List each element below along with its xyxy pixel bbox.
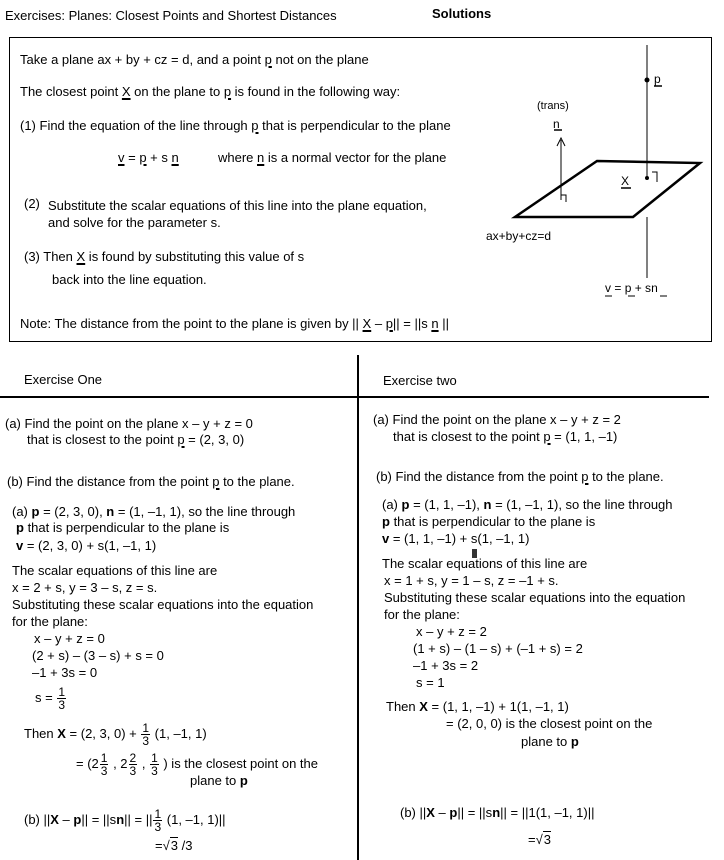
step-2-line-2: and solve for the parameter s. <box>48 215 221 230</box>
ex1-work-s-value: s = $\frac{1}{3}$ <box>35 685 66 712</box>
line-equation: v = p + s n <box>118 150 179 165</box>
ex2-solution-line-1: (a) p = (1, 1, –1), n = (1, –1, 1), so the line through <box>382 497 673 512</box>
ex1-substitute-line-1: Substituting these scalar equations into the equation <box>12 597 314 612</box>
exercise-one-heading: Exercise One <box>24 372 103 387</box>
ex1-result-line: = (2 $\frac{1}{3}$ , 2 $\frac{2}{3}$ , $\frac{1}{3}$ ) is the closest point on the <box>76 751 319 778</box>
step-2-line-1: Substitute the scalar equations of this line into the plane equation, <box>48 198 427 213</box>
ex1-scalar-equations: x = 2 + s, y = 3 – s, z = s. <box>12 580 158 595</box>
column-divider <box>357 355 359 860</box>
ex2-question-a-line-2: that is closest to the point p = (1, 1, –1) <box>393 429 618 444</box>
ex1-question-a-line-2: that is closest to the point p = (2, 3, 0) <box>27 432 245 447</box>
ex2-substitute-line-1: Substituting these scalar equations into the equation <box>384 590 686 605</box>
right-angle-mark-n <box>561 195 566 202</box>
ex1-question-b: (b) Find the distance from the point p to the plane. <box>7 474 295 489</box>
step-3-line-2: back into the line equation. <box>52 272 207 287</box>
p-label: p <box>654 72 661 86</box>
line-equation-label: v = p + sn <box>605 281 658 295</box>
normal-vector-note: where n is a normal vector for the plane <box>218 150 447 165</box>
ex2-result-line: = (2, 0, 0) is the closest point on the <box>446 716 653 731</box>
right-angle-mark-x <box>652 172 657 182</box>
worksheet-title: Exercises: Planes: Closest Points and Shortest Distances <box>5 8 337 23</box>
n-label: n <box>553 117 560 131</box>
ex2-result-line-2: plane to p <box>521 734 579 749</box>
ex2-scalar-intro: The scalar equations of this line are <box>382 556 588 571</box>
ex1-result-line-2: plane to p <box>190 773 248 788</box>
ex1-solution-line-3: v = (2, 3, 0) + s(1, –1, 1) <box>16 538 157 553</box>
ex2-work-3: –1 + 3s = 2 <box>413 658 479 673</box>
ex1-distance-result: =√3 /3 <box>155 838 193 853</box>
step-3: (3) Then X is found by substituting this value of s <box>24 249 305 264</box>
ex2-solution-line-2: p that is perpendicular to the plane is <box>382 514 596 529</box>
ex2-work-2: (1 + s) – (1 – s) + (–1 + s) = 2 <box>413 641 583 656</box>
ex1-distance-line: (b) ||X – p|| = ||sn|| = || $\frac{1}{3}$ (1, –1, 1)|| <box>24 807 226 834</box>
ex2-solution-line-3: v = (1, 1, –1) + s(1, –1, 1) <box>382 531 530 546</box>
point-p-dot <box>645 78 650 83</box>
ex2-work-s-value: s = 1 <box>416 675 445 690</box>
intro-line-1: Take a plane ax + by + cz = d, and a point p not on the plane <box>20 52 369 67</box>
point-x-dot <box>645 176 649 180</box>
distance-note: Note: The distance from the point to the plane is given by || X – p|| = ||s n || <box>20 316 449 331</box>
ex1-then-line: Then X = (2, 3, 0) + $\frac{1}{3}$ (1, –1, 1) <box>24 721 207 748</box>
ex2-then-line: Then X = (1, 1, –1) + 1(1, –1, 1) <box>386 699 569 714</box>
ex2-question-a-line-1: (a) Find the point on the plane x – y + z = 2 <box>373 412 621 427</box>
x-label: X <box>621 174 630 188</box>
plane-diagram <box>0 0 724 345</box>
plane-shape <box>515 161 700 217</box>
step-1: (1) Find the equation of the line through p that is perpendicular to the plane <box>20 118 451 133</box>
ex1-substitute-line-2: for the plane: <box>12 614 88 629</box>
step-2-number: (2) <box>24 196 40 211</box>
ex1-work-1: x – y + z = 0 <box>34 631 105 646</box>
intro-line-2: The closest point X on the plane to p is found in the following way: <box>20 84 401 99</box>
ex1-work-3: –1 + 3s = 0 <box>32 665 98 680</box>
solutions-label: Solutions <box>432 6 492 21</box>
exercise-header-divider <box>0 396 709 398</box>
ex1-work-2: (2 + s) – (3 – s) + s = 0 <box>32 648 164 663</box>
ex2-work-1: x – y + z = 2 <box>416 624 487 639</box>
ex1-scalar-intro: The scalar equations of this line are <box>12 563 218 578</box>
ex1-question-a-line-1: (a) Find the point on the plane x – y + z = 0 <box>5 416 253 431</box>
trans-label: (trans) <box>537 100 569 112</box>
ex1-solution-line-2: p that is perpendicular to the plane is <box>16 520 230 535</box>
ex2-scalar-equations: x = 1 + s, y = 1 – s, z = –1 + s. <box>384 573 559 588</box>
ex2-distance-line: (b) ||X – p|| = ||sn|| = ||1(1, –1, 1)|| <box>400 805 595 820</box>
ex1-solution-line-1: (a) p = (2, 3, 0), n = (1, –1, 1), so the line through <box>12 504 296 519</box>
ex2-distance-result: =√3 <box>528 832 551 847</box>
exercise-two-heading: Exercise two <box>383 373 457 388</box>
ex2-substitute-line-2: for the plane: <box>384 607 460 622</box>
plane-equation-label: ax+by+cz=d <box>486 229 552 243</box>
ex2-question-b: (b) Find the distance from the point p to the plane. <box>376 469 664 484</box>
